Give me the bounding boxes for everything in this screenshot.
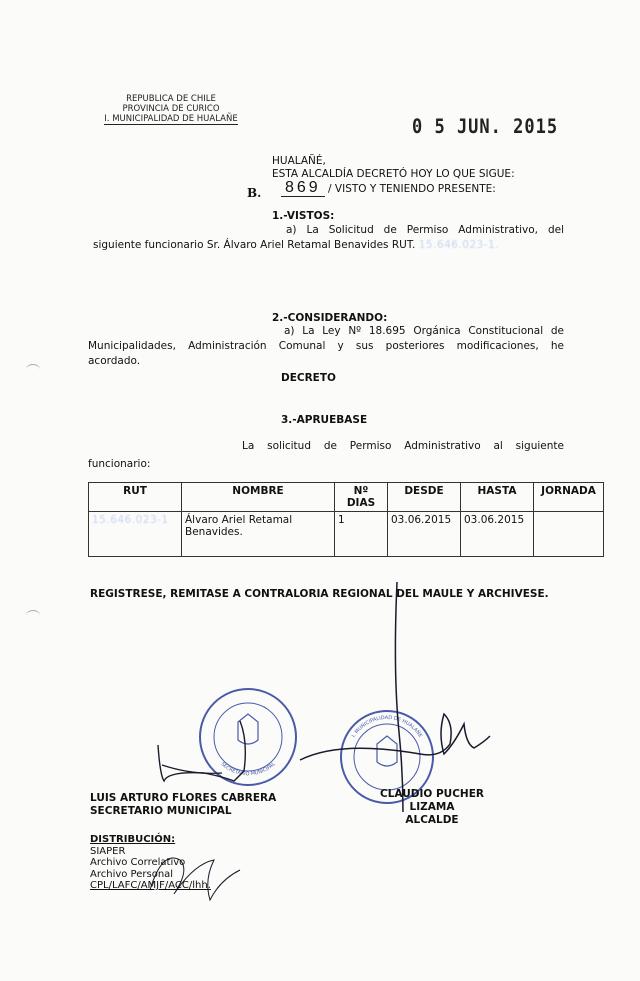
vistos-line-2 — [93, 239, 499, 252]
secretary-signature-block — [90, 792, 276, 818]
cell-nombre: Álvaro Ariel Retamal Benavides. — [182, 512, 335, 557]
date-stamp: 0 5 JUN. 2015 — [412, 115, 559, 139]
col-hasta: HASTA — [461, 483, 534, 512]
letterhead-line-province: PROVINCIA DE CURICO — [122, 104, 220, 114]
vistos-line-1: a) La Solicitud de Permiso Administrativo, del — [286, 224, 564, 236]
letterhead-line-country: REPUBLICA DE CHILE — [126, 94, 216, 104]
decree-number-line — [281, 181, 496, 196]
vistos-text: siguiente funcionario Sr. Álvaro Ariel Retamal Benavides RUT. — [93, 239, 416, 251]
punch-hole-mark — [26, 610, 40, 621]
col-jornada: JORNADA — [534, 483, 604, 512]
cell-hasta: 03.06.2015 — [461, 512, 534, 557]
secretary-name: LUIS ARTURO FLORES CABRERA — [90, 792, 277, 804]
considerando-line-2: Municipalidades, Administración Comunal y sus posteriores modificaciones, he — [88, 340, 564, 352]
redacted-rut: 15.646.023-1. — [418, 239, 500, 251]
letterhead-line-municipality: I. MUNICIPALIDAD DE HUALAÑE — [104, 114, 238, 124]
secretary-role: SECRETARIO MUNICIPAL — [90, 805, 232, 817]
col-nombre: NOMBRE — [182, 483, 335, 512]
cell-rut: 15.646.023-1 — [89, 512, 182, 557]
visto-label: / VISTO Y TENIENDO PRESENTE: — [328, 183, 496, 195]
distribution-initials: CPL/LAFC/AMJF/ACC/lhh. — [90, 880, 211, 891]
vistos-title: 1.-VISTOS: — [272, 210, 335, 222]
apruebase-title: 3.-APRUEBASE — [281, 414, 368, 426]
cell-desde: 03.06.2015 — [388, 512, 461, 557]
registrese-line: REGISTRESE, REMITASE A CONTRALORIA REGIONAL DEL MAULE Y ARCHIVESE. — [90, 588, 549, 600]
svg-text:SECRETARIO MUNICIPAL: SECRETARIO MUNICIPAL — [219, 761, 277, 778]
considerando-line-3: acordado. — [88, 355, 141, 367]
distribution-block — [90, 834, 211, 892]
permission-table — [88, 482, 604, 557]
secretary-seal — [0, 570, 296, 785]
letterhead — [86, 94, 256, 125]
col-rut: RUT — [89, 483, 182, 512]
distribution-item: Archivo Correlativo — [90, 857, 186, 868]
col-dias: Nº DIAS — [335, 483, 388, 512]
svg-text:I. MUNICIPALIDAD DE HUALAÑE: I. MUNICIPALIDAD DE HUALAÑE — [350, 714, 424, 739]
considerando-title: 2.-CONSIDERANDO: — [272, 312, 388, 324]
decree-number: 869 — [281, 179, 325, 197]
distribution-item: SIAPER — [90, 845, 126, 857]
punch-hole-mark — [26, 364, 40, 375]
place-line: HUALAÑÉ, — [272, 155, 326, 167]
margin-mark: B. — [247, 186, 262, 200]
table-header-row — [89, 483, 604, 512]
apruebase-line-1: La solicitud de Permiso Administrativo al siguiente — [242, 440, 564, 452]
considerando-line-1: a) La Ley Nº 18.695 Orgánica Constitucional de — [284, 325, 564, 337]
mayor-signature-block — [357, 788, 507, 827]
col-desde: DESDE — [388, 483, 461, 512]
cell-dias: 1 — [335, 512, 388, 557]
mayor-name: CLAUDIO PUCHER LIZAMA — [380, 788, 484, 813]
table-row — [89, 512, 604, 557]
distribution-item: Archivo Personal — [90, 868, 174, 880]
cell-jornada — [534, 512, 604, 557]
decreto-title: DECRETO — [281, 372, 336, 384]
apruebase-line-2: funcionario: — [88, 458, 151, 470]
distribution-title: DISTRIBUCIÓN: — [90, 834, 176, 845]
mayor-role: ALCALDE — [405, 814, 459, 826]
decree-intro-line: ESTA ALCALDÍA DECRETÓ HOY LO QUE SIGUE: — [272, 168, 515, 180]
